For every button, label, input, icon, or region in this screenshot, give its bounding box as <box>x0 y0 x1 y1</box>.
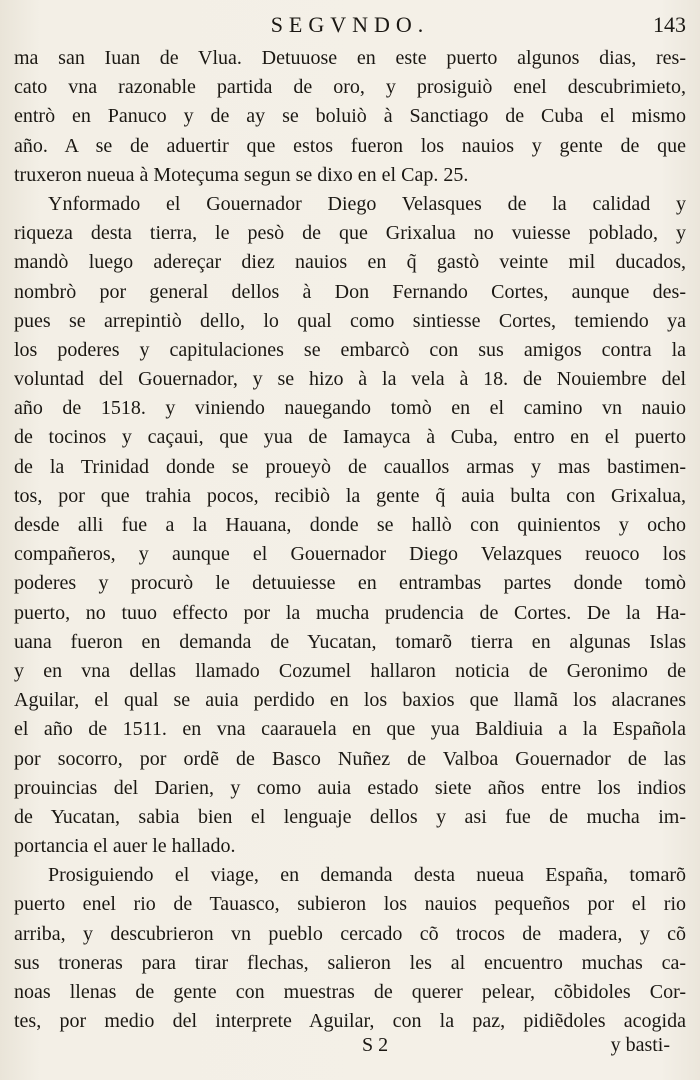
text-line: entrò en Panuco y de ay se boluiò à Sanctiago de Cuba el mismo <box>14 105 686 128</box>
paragraph <box>14 44 686 190</box>
page-number: 143 <box>653 12 686 37</box>
body-text <box>14 44 686 1036</box>
text-line: el año de 1511. en vna caarauela en que yua Baldiuia a la Española <box>14 718 686 741</box>
text-line: de Yucatan, sabia bien el lenguaje dellos y asi fue de mucha im- <box>14 805 686 828</box>
text-line: año de 1518. y viniendo nauegando tomò en el camino vn nauio <box>14 397 686 420</box>
text-line: de tocinos y caçaui, que yua de Iamayca à Cuba, entro en el puerto <box>14 426 686 449</box>
text-line: nombrò por general dellos à Don Fernando Cortes, aunque des- <box>14 280 686 303</box>
text-line: Ynformado el Gouernador Diego Velasques de la calidad y <box>48 192 686 215</box>
text-line: Prosiguiendo el viage, en demanda desta nueua España, tomarõ <box>48 864 686 887</box>
text-line: año. A se de aduertir que estos fueron los nauios y gente de que <box>14 134 686 157</box>
text-line: ma san Iuan de Vlua. Detuuose en este puerto algunos dias, res- <box>14 47 686 69</box>
text-line: puerto, no tuuo effecto por la mucha prudencia de Cortes. De la Ha- <box>14 601 686 624</box>
text-line: arriba, y descubrieron vn pueblo cercado cõ trocos de madera, y cõ <box>14 922 686 945</box>
text-line: puerto enel rio de Tauasco, subieron los nauios pequeños por el rio <box>14 893 686 916</box>
text-line: poderes y procurò le detuuiesse en entrambas partes donde tomò <box>14 572 686 595</box>
text-line: compañeros, y aunque el Gouernador Diego Velazques reuoco los <box>14 543 686 566</box>
text-line: y en vna dellas llamado Cozumel hallaron noticia de Geronimo de <box>14 659 686 682</box>
text-line: noas llenas de gente con muestras de querer pelear, cõbidoles Cor- <box>14 981 686 1003</box>
text-line: tes, por medio del interprete Aguilar, con la paz, pidiẽdoles acogida <box>14 1010 686 1033</box>
text-line: voluntad del Gouernador, y se hizo à la vela à 18. de Nouiembre del <box>14 368 686 391</box>
text-line: riqueza desta tierra, le pesò de que Grixalua no vuiesse poblado, y <box>14 222 686 245</box>
catchword: y basti- <box>610 1034 670 1056</box>
text-line: cato vna razonable partida de oro, y prosiguiò enel descubrimieto, <box>14 76 686 99</box>
text-line: prouincias del Darien, y como auia estado siete años entre los indios <box>14 776 686 799</box>
text-line: truxeron nueua à Moteçuma segun se dixo en el Cap. 25. <box>14 163 469 186</box>
page-footer <box>0 1028 700 1064</box>
paragraph <box>14 190 686 861</box>
text-line: uana fueron en demanda de Yucatan, tomarõ tierra en algunas Islas <box>14 630 686 653</box>
paragraph <box>14 861 686 1036</box>
running-head: SEGVNDO. <box>270 12 430 37</box>
text-line: tos, por que trahia pocos, recibiò la gente q̃ auia bulta con Grixalua, <box>14 484 686 507</box>
text-line: de la Trinidad donde se proueyò de cauallos armas y mas bastimen- <box>14 455 686 478</box>
page-header <box>0 8 700 42</box>
text-line: Aguilar, el qual se auia perdido en los baxios que llamã los alacranes <box>14 689 686 712</box>
text-line: por socorro, por ordẽ de Basco Nuñez de Valboa Gouernador de las <box>14 747 686 770</box>
text-line: pues se arrepintiò dello, lo qual como sintiesse Cortes, temiendo ya <box>14 309 686 332</box>
text-line: portancia el auer le hallado. <box>14 835 236 858</box>
text-line: sus troneras para tirar flechas, salieron les al encuentro muchas ca- <box>14 951 686 974</box>
text-line: desde alli fue a la Hauana, donde se hallò con quinientos y ocho <box>14 514 686 536</box>
text-line: los poderes y capitulaciones se embarcò con sus amigos contra la <box>14 338 686 361</box>
text-line: mandò luego adereçar diez nauios en q̃ gastò veinte mil ducados, <box>14 251 686 274</box>
signature-mark: S 2 <box>362 1034 389 1056</box>
